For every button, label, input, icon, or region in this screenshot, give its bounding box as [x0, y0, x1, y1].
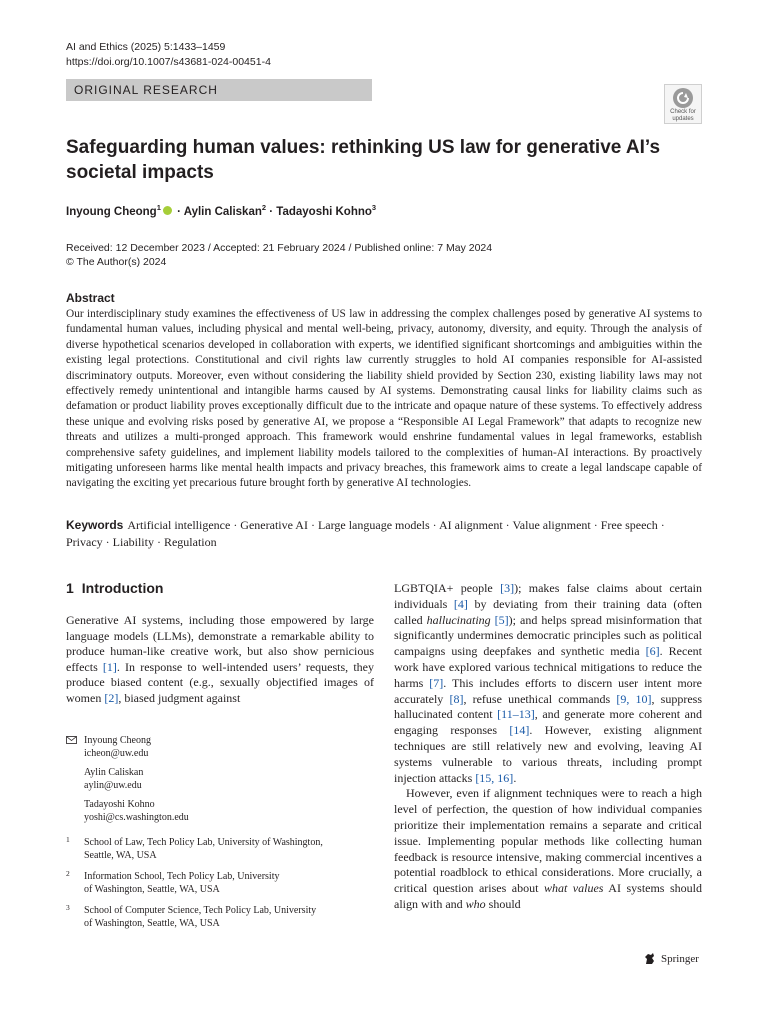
check-updates-line1: Check for — [670, 109, 696, 115]
author-separator: · — [266, 205, 277, 218]
abstract-heading: Abstract — [66, 291, 115, 305]
contact-entry — [84, 734, 374, 760]
publisher-logo — [643, 952, 699, 966]
affiliation-line: of Washington, Seattle, WA, USA — [84, 884, 220, 895]
affiliation-line: School of Law, Tech Policy Lab, University of Washington, — [84, 837, 323, 848]
affiliations — [66, 836, 374, 938]
affiliation — [66, 904, 374, 930]
check-updates-line2: updates — [672, 115, 694, 122]
citation-link[interactable]: [5] — [494, 612, 509, 627]
copyright-line: © The Author(s) 2024 — [66, 256, 167, 268]
author-list — [66, 203, 376, 218]
author-affil-sup: 1 — [156, 203, 161, 212]
citation-link[interactable]: [11–13] — [497, 707, 535, 722]
affiliation-number: 3 — [66, 903, 70, 912]
envelope-icon — [66, 736, 77, 744]
citation-link[interactable]: [8] — [449, 691, 464, 706]
citation-link[interactable]: [7] — [429, 675, 444, 690]
author-affil-sup: 2 — [261, 203, 267, 212]
citation-link[interactable]: [6] — [645, 644, 660, 659]
contact-name: Aylin Caliskan — [84, 767, 144, 778]
right-column — [394, 581, 702, 913]
doi-link[interactable]: https://doi.org/10.1007/s43681-024-00451-4 — [66, 56, 271, 68]
author-name[interactable]: Aylin Caliskan — [183, 205, 262, 218]
keywords — [66, 517, 702, 551]
affiliation-number: 2 — [66, 869, 70, 878]
citation-link[interactable]: [2] — [104, 690, 119, 705]
springer-horse-icon — [643, 952, 657, 966]
check-updates-icon — [673, 88, 693, 108]
publisher-name: Springer — [661, 953, 699, 965]
intro-paragraph-left: Generative AI systems, including those empowered by large language models (LLMs), demonstrate a remarkable ability to produce human-like creative work, but also show pernicious effects [1]. In response to well-intended users’ requests, they produce biased content (e.g., sexually objectified images of women [2], biased judgment against — [66, 613, 374, 705]
journal-header — [66, 40, 271, 70]
corresponding-authors — [66, 734, 374, 830]
orcid-icon[interactable] — [163, 206, 172, 215]
author-name[interactable]: Tadayoshi Kohno — [276, 205, 372, 218]
section-title: Introduction — [81, 580, 164, 596]
author-separator: · — [173, 205, 184, 218]
contact-entry — [84, 798, 374, 824]
italic-term: who — [465, 896, 486, 911]
check-for-updates-badge[interactable] — [664, 84, 702, 124]
affiliation-line: of Washington, Seattle, WA, USA — [84, 918, 220, 929]
affiliation — [66, 836, 374, 862]
citation-link[interactable]: [4] — [453, 596, 468, 611]
citation-link[interactable]: [15, 16] — [475, 770, 514, 785]
article-type-ribbon: ORIGINAL RESEARCH — [66, 79, 372, 101]
italic-term: hallucinating — [426, 612, 491, 627]
affiliation-line: Seattle, WA, USA — [84, 850, 157, 861]
keywords-label: Keywords — [66, 518, 124, 532]
publication-dates — [66, 241, 492, 269]
italic-term: what values — [543, 881, 604, 896]
affiliation-number: 1 — [66, 835, 70, 844]
section-number: 1 — [66, 580, 74, 596]
section-heading — [66, 580, 163, 596]
contact-entry — [84, 766, 374, 792]
citation-link[interactable]: [1] — [102, 659, 117, 674]
intro-paragraph-right-1: LGBTQIA+ people [3]); makes false claims about certain individuals [4] by deviating from their training data (often called hallucinating [5]); and helps spread misinformation that significantly undermines democratic principles such as political campaigns using deepfakes and synthetic media [6]. Recent work have explored various technical mitigations to reduce the harms [7]. This includes efforts to discern user intent more accurately [8], refuse unethical commands [9, 10], suppress hallucinated content [11–13], and generate more coherent and engaging responses [14]. However, existing alignment techniques are still relatively new and evolving, leaving AI systems vulnerable to various threats, including prompt injection attacks [15, 16]. — [394, 581, 703, 785]
intro-paragraph-right-2: However, even if alignment techniques were to reach a high level of perfection, the question of how individual companies prioritize their implementation remains a separate and critical issue. Implementing popular methods like collecting human feedback is resource intensive, making commercial incentives a potential roadblock to ethical considerations. More crucially, a critical question arises about what values AI systems should align with and who should — [394, 786, 702, 911]
keywords-list: Artificial intelligence · Generative AI · Large language models · AI alignment · Value alignment · Free speech · Privacy · Liability · Regulation — [66, 518, 665, 549]
contact-name: Tadayoshi Kohno — [84, 799, 155, 810]
author-name[interactable]: Inyoung Cheong — [66, 205, 157, 218]
author-affil-sup: 3 — [371, 203, 377, 212]
contact-email[interactable]: icheon@uw.edu — [84, 748, 149, 759]
citation-link[interactable]: [14] — [509, 723, 530, 738]
contact-email[interactable]: yoshi@cs.washington.edu — [84, 812, 189, 823]
affiliation — [66, 870, 374, 896]
contact-email[interactable]: aylin@uw.edu — [84, 780, 142, 791]
journal-citation: AI and Ethics (2025) 5:1433–1459 — [66, 41, 226, 53]
affiliation-line: School of Computer Science, Tech Policy Lab, University — [84, 905, 317, 916]
citation-link[interactable]: [3] — [500, 581, 515, 595]
citation-link[interactable]: [9, 10] — [616, 691, 652, 706]
history-dates: Received: 12 December 2023 / Accepted: 21 February 2024 / Published online: 7 May 2024 — [66, 242, 493, 254]
contact-name: Inyoung Cheong — [84, 735, 151, 746]
article-title: Safeguarding human values: rethinking US law for generative AI’s societal impacts — [66, 137, 661, 183]
abstract-text: Our interdisciplinary study examines the effectiveness of US law in addressing the complex challenges posed by generative AI systems to fundamental human values, including physical and mental well-being, privacy, autonomy, diversity, and equity. Through the analysis of diverse hypothetical scenarios developed in collaboration with experts, we identified significant shortcomings and ambiguities within the existing legal protections. Constitutional and civil rights law currently struggles to hold AI companies responsible for AI-assisted discriminatory outputs. Moreover, even without considering the liability shield provided by Section 230, existing liability laws may not effectively remedy unintentional and intangible harms caused by AI systems. Demonstrating causal links for liability claims such as defamation or product liability proves exceptionally difficult due to the intricate and opaque nature of these systems. To effectively address these unique and evolving risks posed by generative AI, we propose a “Responsible AI Legal Framework” that adapts to recognize new threats and utilizes a multi-pronged approach. This framework would enshrine fundamental values in legal frameworks, establish comprehensive safety guidelines, and implement liability models tailored to the complexities of human-AI interactions. By proactively mitigating unforeseen harms like mental health impacts and privacy breaches, this framework aims to create a legal landscape capable of navigating the exciting yet precarious future brought forth by generative AI technologies. — [66, 308, 702, 490]
affiliation-line: Information School, Tech Policy Lab, University — [84, 871, 280, 882]
